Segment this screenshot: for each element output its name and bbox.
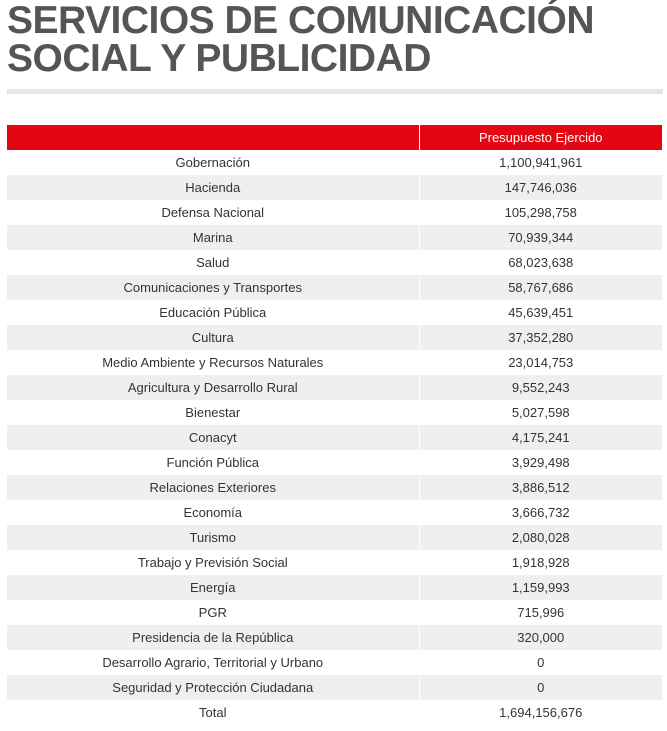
row-name-cell: Relaciones Exteriores bbox=[7, 475, 419, 500]
table-body bbox=[7, 150, 662, 725]
table-row bbox=[7, 650, 662, 675]
header-name-cell bbox=[7, 125, 419, 150]
title-line-2: SOCIAL Y PUBLICIDAD bbox=[7, 37, 431, 80]
table-row bbox=[7, 500, 662, 525]
table-row bbox=[7, 525, 662, 550]
row-name-cell: PGR bbox=[7, 600, 419, 625]
table-row bbox=[7, 150, 662, 175]
row-value-cell: 2,080,028 bbox=[419, 525, 662, 550]
title-divider bbox=[7, 89, 663, 94]
row-value-cell: 3,929,498 bbox=[511, 455, 570, 470]
row-value-cell: 9,552,243 bbox=[419, 375, 662, 400]
row-name-cell: Bienestar bbox=[7, 400, 419, 425]
table-row bbox=[7, 250, 662, 275]
row-name-cell: Gobernación bbox=[7, 150, 419, 175]
row-value-cell: 58,767,686 bbox=[419, 275, 662, 300]
table-row bbox=[7, 300, 662, 325]
row-value-cell: 3,666,732 bbox=[511, 505, 570, 520]
row-name-cell: Turismo bbox=[7, 525, 419, 550]
table-row bbox=[7, 625, 662, 650]
row-value-cell: 320,000 bbox=[419, 625, 662, 650]
table-row bbox=[7, 600, 662, 625]
budget-table bbox=[7, 125, 662, 725]
row-name-cell: Desarrollo Agrario, Territorial y Urbano bbox=[7, 650, 419, 675]
row-value-cell: 45,639,451 bbox=[508, 305, 574, 320]
row-name-cell: Energía bbox=[7, 575, 419, 600]
table-row bbox=[7, 350, 662, 375]
row-value-cell: 3,886,512 bbox=[419, 475, 662, 500]
header-value-cell: Presupuesto Ejercido bbox=[419, 125, 662, 150]
row-name-cell: Comunicaciones y Transportes bbox=[7, 275, 419, 300]
table-row bbox=[7, 475, 662, 500]
row-value-cell: 715,996 bbox=[517, 605, 565, 620]
table-header-row bbox=[7, 125, 662, 150]
row-name-cell: Marina bbox=[7, 225, 419, 250]
row-value-cell: 4,175,241 bbox=[419, 425, 662, 450]
table-row bbox=[7, 400, 662, 425]
row-value-cell: 1,918,928 bbox=[511, 555, 570, 570]
row-value-cell: 1,694,156,676 bbox=[499, 705, 583, 720]
row-name-cell: Presidencia de la República bbox=[7, 625, 419, 650]
row-name-cell: Hacienda bbox=[7, 175, 419, 200]
table-row bbox=[7, 275, 662, 300]
row-name-cell: Defensa Nacional bbox=[7, 200, 419, 225]
row-value-cell: 5,027,598 bbox=[511, 405, 570, 420]
row-name-cell: Salud bbox=[7, 250, 419, 275]
row-value-cell: 1,159,993 bbox=[419, 575, 662, 600]
row-name-cell: Economía bbox=[7, 500, 419, 525]
table-row bbox=[7, 450, 662, 475]
table-row bbox=[7, 675, 662, 700]
row-value-cell: 37,352,280 bbox=[419, 325, 662, 350]
table-row bbox=[7, 575, 662, 600]
row-value-cell: 0 bbox=[537, 655, 545, 670]
row-name-cell: Seguridad y Protección Ciudadana bbox=[7, 675, 419, 700]
row-name-cell: Agricultura y Desarrollo Rural bbox=[7, 375, 419, 400]
table-row bbox=[7, 325, 662, 350]
row-value-cell: 70,939,344 bbox=[419, 225, 662, 250]
table-row bbox=[7, 700, 662, 725]
row-value-cell: 105,298,758 bbox=[504, 205, 577, 220]
title-line-1: SERVICIOS DE COMUNICACIÓN bbox=[7, 0, 595, 42]
row-value-cell: 1,100,941,961 bbox=[499, 155, 583, 170]
row-name-cell: Educación Pública bbox=[7, 300, 419, 325]
table-row bbox=[7, 550, 662, 575]
row-value-cell: 147,746,036 bbox=[419, 175, 662, 200]
row-value-cell: 68,023,638 bbox=[508, 255, 574, 270]
row-name-cell: Total bbox=[7, 700, 419, 725]
row-name-cell: Función Pública bbox=[7, 450, 419, 475]
row-name-cell: Conacyt bbox=[7, 425, 419, 450]
row-name-cell: Medio Ambiente y Recursos Naturales bbox=[7, 350, 419, 375]
page-title bbox=[7, 2, 657, 78]
table-row bbox=[7, 175, 662, 200]
table-row bbox=[7, 200, 662, 225]
table-row bbox=[7, 375, 662, 400]
row-value-cell: 23,014,753 bbox=[508, 355, 574, 370]
row-name-cell: Trabajo y Previsión Social bbox=[7, 550, 419, 575]
row-name-cell: Cultura bbox=[7, 325, 419, 350]
row-value-cell: 0 bbox=[419, 675, 662, 700]
table-row bbox=[7, 225, 662, 250]
table-row bbox=[7, 425, 662, 450]
